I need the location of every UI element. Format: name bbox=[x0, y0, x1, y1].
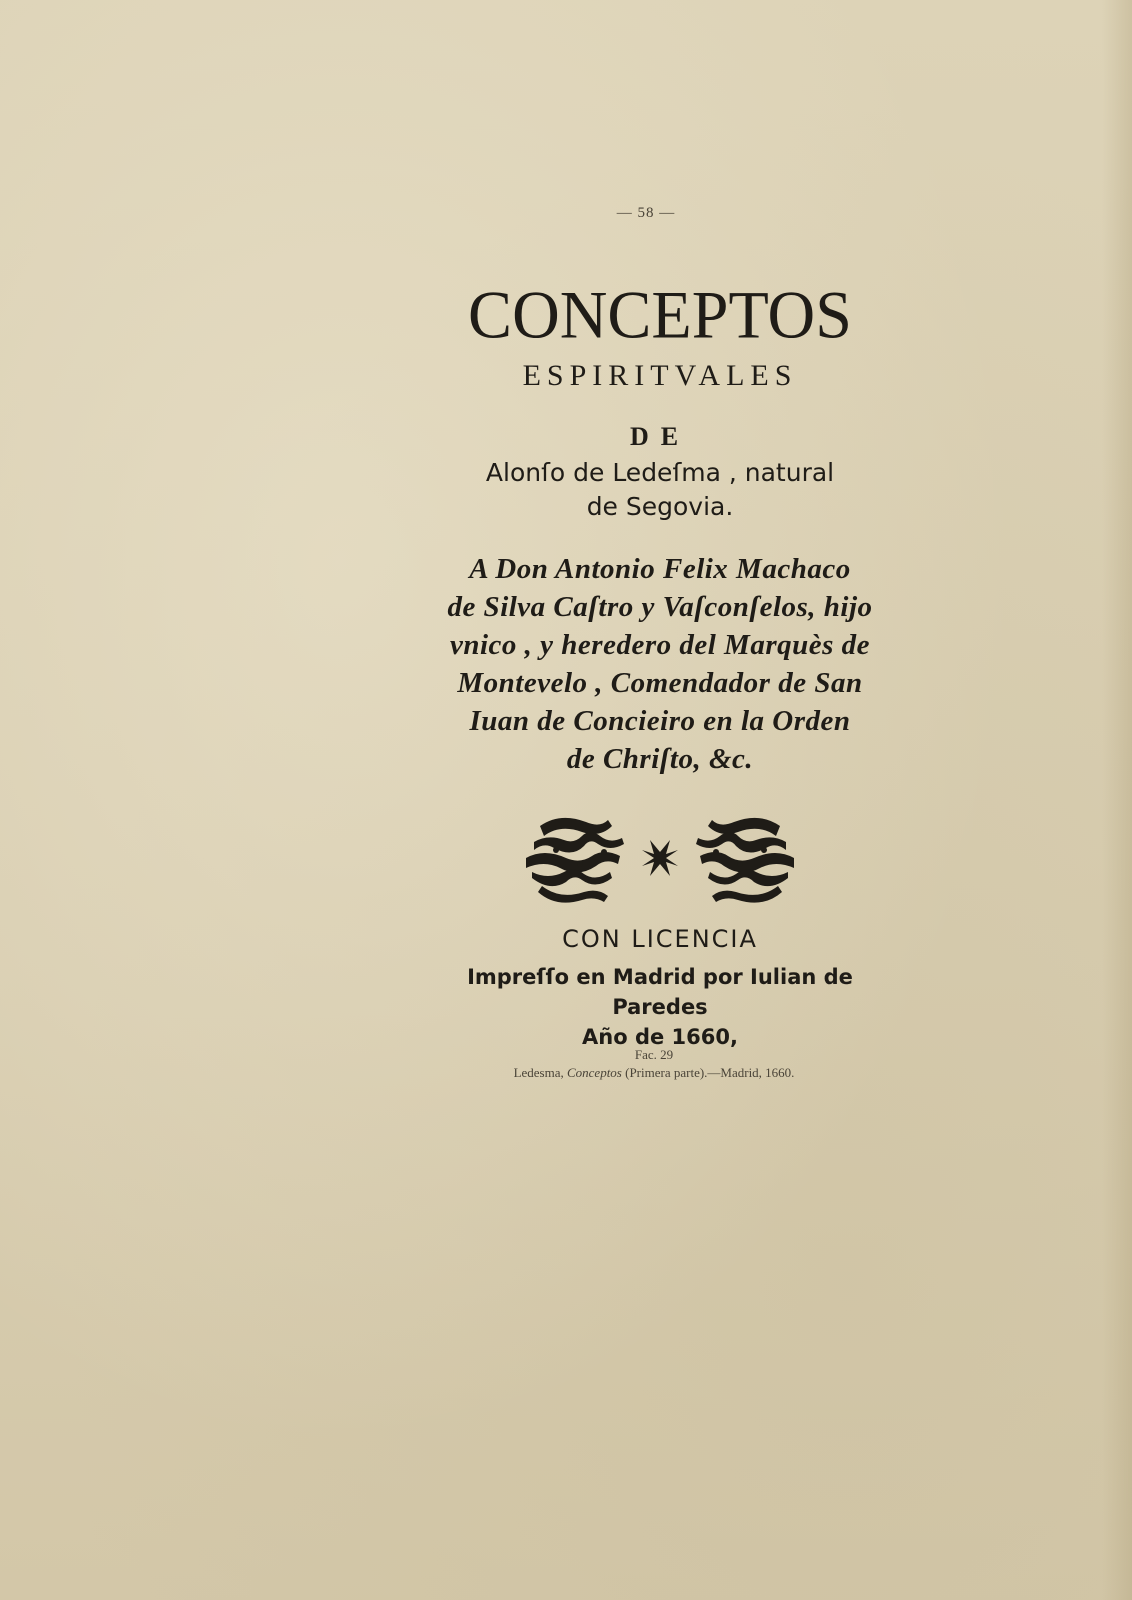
dedication-line: de Chriſto, &c. bbox=[566, 743, 754, 775]
caption-author: Ledesma, bbox=[513, 1065, 564, 1080]
imprint-line: Impreſſo en Madrid por Iulian de Paredes bbox=[467, 965, 853, 1019]
imprint-line: Año de 1660, bbox=[582, 1025, 738, 1049]
figure-caption bbox=[436, 1046, 872, 1082]
author-block bbox=[430, 456, 890, 524]
license-line: CON LICENCIA bbox=[562, 925, 758, 953]
printers-ornament bbox=[430, 812, 890, 904]
author-preposition: DE bbox=[629, 422, 691, 451]
dedication-block bbox=[430, 550, 890, 778]
page-number: — 58 — bbox=[616, 205, 676, 221]
fleuron-left-icon bbox=[526, 818, 624, 903]
book-title: CONCEPTOS bbox=[468, 278, 852, 353]
fleuron-right-icon bbox=[696, 818, 794, 903]
imprint-block bbox=[430, 962, 890, 1052]
dedication-line: Iuan de Concieiro en la Orden bbox=[469, 705, 851, 737]
dedication-line: Montevelo , Comendador de San bbox=[457, 667, 863, 699]
cross-icon bbox=[642, 840, 678, 876]
dedication-line: vnico , y heredero del Marquès de bbox=[449, 629, 871, 661]
page-edge-shadow bbox=[1102, 0, 1132, 1600]
facsimile-title-page bbox=[430, 280, 890, 1052]
dedication-line: A Don Antonio Felix Machaco bbox=[469, 553, 851, 585]
caption-details: (Primera parte).—Madrid, 1660. bbox=[625, 1065, 795, 1080]
caption-title: Conceptos bbox=[566, 1065, 622, 1080]
author-line: Alonſo de Ledeſma , natural bbox=[485, 458, 835, 487]
book-subtitle: ESPIRITVALES bbox=[522, 359, 798, 392]
ornament-icon bbox=[520, 812, 800, 904]
dedication-line: de Silva Caſtro y Vaſconſelos, hijo bbox=[447, 591, 873, 623]
facsimile-number: Fac. 29 bbox=[634, 1047, 674, 1062]
author-line: de Segovia. bbox=[586, 492, 734, 521]
caption-citation bbox=[436, 1064, 872, 1082]
